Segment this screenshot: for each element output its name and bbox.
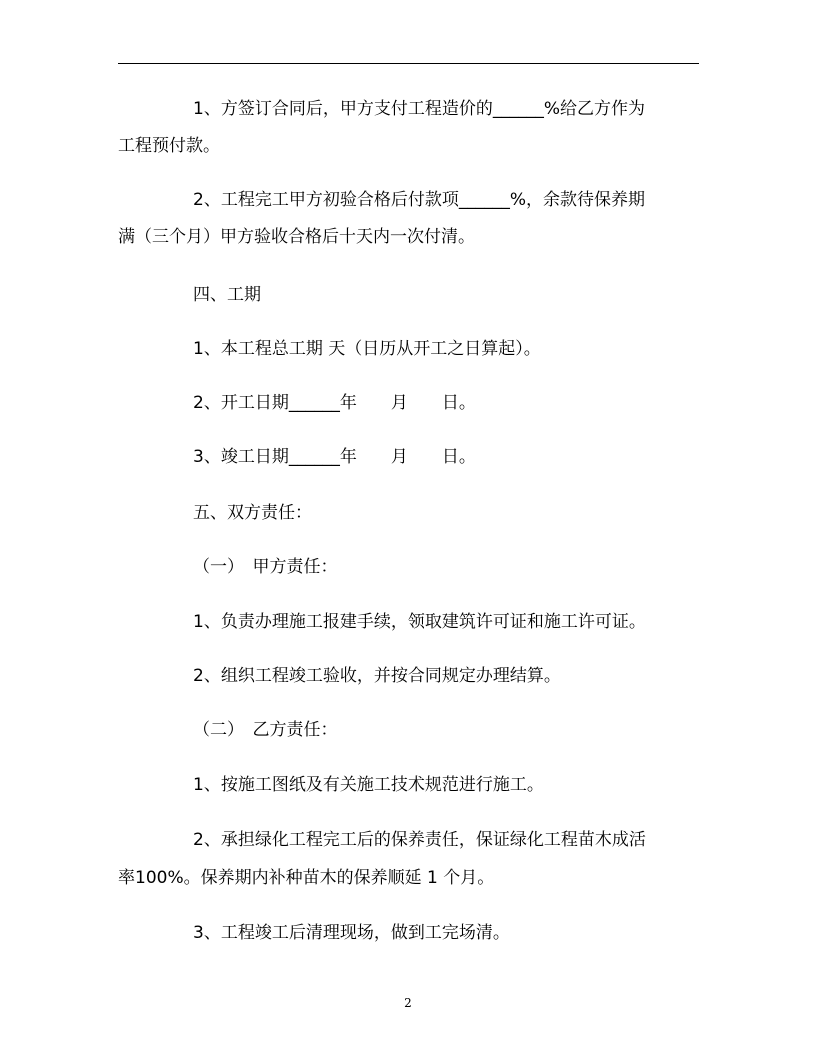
header-rule: [118, 63, 699, 64]
section-heading-responsibilities: 五、双方责任：: [193, 503, 312, 523]
schedule-clause-2: 2、开工日期______年 月 日。: [193, 393, 476, 413]
payment-clause-2-line-1: 2、工程完工甲方初验合格后付款项______%，余款待保养期: [193, 190, 645, 210]
payment-clause-2-line-2: 满（三个月）甲方验收合格后十天内一次付清。: [118, 227, 475, 247]
payment-clause-1-line-1: 1、方签订合同后，甲方支付工程造价的______%给乙方作为: [193, 99, 645, 119]
party-b-clause-2-line-1: 2、承担绿化工程完工后的保养责任，保证绿化工程苗木成活: [193, 830, 646, 850]
schedule-clause-3: 3、竣工日期______年 月 日。: [193, 447, 476, 467]
party-b-clause-2-line-2: 率100%。保养期内补种苗木的保养顺延 1 个月。: [118, 868, 495, 888]
party-a-clause-2: 2、组织工程竣工验收，并按合同规定办理结算。: [193, 666, 561, 686]
party-b-clause-1: 1、按施工图纸及有关施工技术规范进行施工。: [193, 775, 544, 795]
subheading-party-b: （二） 乙方责任：: [193, 720, 338, 740]
payment-clause-1-line-2: 工程预付款。: [118, 136, 220, 156]
subheading-party-a: （一） 甲方责任：: [193, 557, 338, 577]
schedule-clause-1: 1、本工程总工期 天（日历从开工之日算起）。: [193, 339, 541, 359]
page-number: 2: [404, 996, 412, 1010]
section-heading-schedule: 四、工期: [193, 285, 261, 305]
party-b-clause-3: 3、工程竣工后清理现场，做到工完场清。: [193, 923, 510, 943]
party-a-clause-1: 1、负责办理施工报建手续，领取建筑许可证和施工许可证。: [193, 612, 646, 632]
